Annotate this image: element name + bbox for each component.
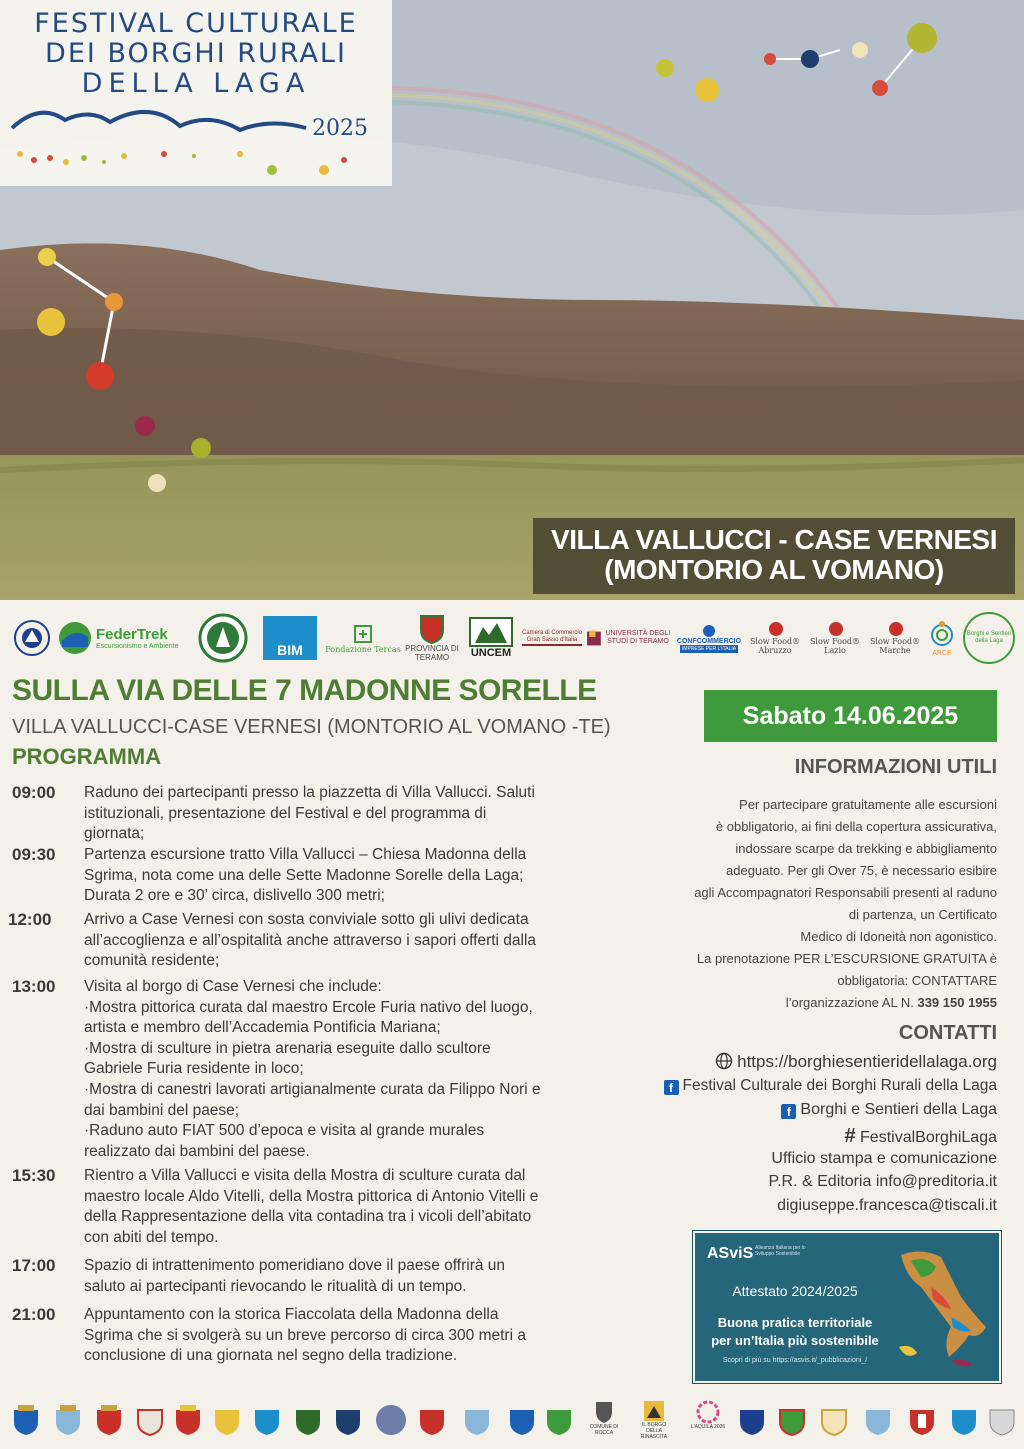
logo-line-3: DELLA LAGA [81, 68, 311, 99]
slowfood-abruzzo-name: Slow Food® Abruzzo [749, 637, 801, 655]
aquila-2026-logo: L'AQUILA 2026 [688, 1400, 728, 1440]
sponsor-logos-row [0, 608, 1024, 668]
schedule-description: Spazio di intrattenimento pomeridiano dove il paese offrirà un saluto ai partecipanti rievocando le ritualità di un tempo. [84, 1257, 506, 1295]
schedule-description: Rientro a Villa Vallucci e visita della Mostra di sculture curata dal maestro locale Aldo Vitelli, della Mostra pittorica di Antonio Vitelli e della Rappresentazione della vita contadina tra i vicoli dell’abitato con abiti del tempo. [84, 1167, 539, 1246]
comune-rocca-logo: COMUNE DI ROCCA [584, 1400, 624, 1440]
schedule-description: Partenza escursione tratto Villa Vallucci – Chiesa Madonna della Sgrima, nota come una delle Sette Madonne Sorelle della Laga; Durata 2 ore e 30’ circa, dislivello 300 metri; [84, 846, 527, 905]
schedule-time: 09:30 [12, 845, 56, 864]
event-subtitle: VILLA VALLUCCI-CASE VERNESI (MONTORIO AL VOMANO -TE) [12, 716, 611, 738]
schedule-time: 15:30 [12, 1166, 56, 1185]
crest-icon [463, 1404, 491, 1436]
schedule-time: 21:00 [12, 1305, 56, 1324]
snail-icon [886, 621, 904, 637]
facebook-icon: f [664, 1080, 679, 1095]
festival-logo [0, 0, 392, 186]
facebook-link-borghi[interactable]: f Borghi e Sentieri della Laga [617, 1101, 997, 1119]
logo-line-2: DEI BORGHI RURALI [45, 38, 347, 69]
rinascita-icon [643, 1400, 665, 1422]
crest-icon [253, 1404, 281, 1436]
uncem-logo [464, 614, 518, 662]
logo-line-1: FESTIVAL CULTURALE [34, 8, 358, 39]
italy-map-icon [891, 1247, 991, 1371]
crest-icon [594, 1400, 614, 1424]
crest-icon [418, 1404, 446, 1436]
federtrek-logo [58, 614, 190, 662]
borghi-name: Borghi e Sentieri della Laga [963, 612, 1015, 664]
camera-commercio-logo [522, 614, 582, 662]
location-line-1: VILLA VALLUCCI - CASE VERNESI [551, 524, 997, 555]
schedule-description: Visita al borgo di Case Vernesi che include: ·Mostra pittorica curata dal maestro Ercole Furia nativo del luogo, artista e membro dell’Accademia Pontificia Mariana; ·Mostra di sculture in pietra arenaria eseguite dallo scultore Gabriele Furia residente in loco; ·Mostra di canestri lavorati artigianalmente curata da Filippo Nori e dai bambini del paese; ·Raduno auto FIAT 500 d’epoca e visita al grande murales realizzato dai bambini del paese. [84, 978, 541, 1160]
schedule-time: 13:00 [12, 977, 56, 996]
event-date-badge: Sabato 14.06.2025 [704, 690, 997, 742]
municipality-crests-row [0, 1398, 1024, 1444]
crest-icon [545, 1404, 573, 1436]
provincia-teramo-logo [404, 614, 460, 662]
crest-icon [908, 1404, 936, 1436]
confcommercio-icon [701, 624, 717, 638]
schedule-description: Raduno dei partecipanti presso la piazzetta di Villa Vallucci. Saluti istituzionali, presentazione del Festival e del programma di giornata; [84, 784, 535, 843]
crest-icon [95, 1404, 123, 1436]
event-title: SULLA VIA DELLE 7 MADONNE SORELLE [12, 674, 597, 707]
provincia-name: PROVINCIA DI TERAMO [405, 644, 459, 662]
universita-icon [586, 622, 602, 654]
crest-icon [294, 1404, 322, 1436]
camera-name: Camera di Commercio Gran Sasso d'Italia [522, 630, 582, 646]
contact-email[interactable]: digiuseppe.francesca@tiscali.it [777, 1197, 997, 1214]
asvis-line-2: per un’Italia più sostenibile [711, 1333, 879, 1348]
crest-icon [12, 1404, 40, 1436]
crest-icon [778, 1404, 806, 1436]
location-line-2: (MONTORIO AL VOMANO) [604, 554, 944, 585]
universita-name: UNIVERSITÀ DEGLI STUDI DI TERAMO [605, 630, 671, 645]
tercas-icon [352, 623, 374, 645]
constellation-top-icon [640, 10, 940, 110]
schedule-time: 17:00 [12, 1256, 56, 1275]
crest-icon [374, 1404, 408, 1436]
crest-icon [950, 1404, 978, 1436]
crest-icon [213, 1404, 241, 1436]
hashtag-link[interactable]: # FestivalBorghiLaga [844, 1125, 997, 1147]
fondazione-tercas-logo [324, 614, 402, 662]
crest-icon [54, 1404, 82, 1436]
info-text: Per partecipare gratuitamente alle escursioni è obbligatorio, ai fini della copertura assicurativa, indossare scarpe da trekking e abbigliamento adeguato. Per gli Over 75, è necessario esibire agli Accompagnatori Responsabili presenti al raduno di partenza, un Certificato Medico di Idoneità non agonistico. La prenotazione PER L’ESCURSIONE GRATUITA è obbligatoria: CONTATTARE l’organizzazione AL N. 339 150 1955 [694, 797, 997, 1010]
borgo-rinascita-logo: IL BORGO DELLA RINASCITA [636, 1400, 672, 1440]
crest-icon [508, 1404, 536, 1436]
asvis-line-1: Buona pratica territoriale [717, 1315, 873, 1330]
schedule-description: Arrivo a Case Vernesi con sosta conviviale sotto gli ulivi dedicata all’accoglienza e all’ospitalità anche attraverso i sapori offerti dalla comunità residente; [84, 911, 537, 970]
asvis-attestato: Attestato 2024/2025 [732, 1283, 858, 1299]
tercas-name: Fondazione Tercas [325, 644, 401, 654]
uncem-icon [469, 617, 513, 647]
crest-icon [864, 1404, 892, 1436]
schedule-description: Appuntamento con la storica Fiaccolata della Madonna della Sgrima che si svolgerà su un breve percorso di circa 300 metri a conclusione di una giornata nel segno della tradizione. [84, 1306, 526, 1365]
facebook-icon: f [781, 1104, 796, 1119]
programma-heading: PROGRAMMA [12, 744, 162, 769]
borghi-sentieri-logo [962, 614, 1016, 662]
website-link[interactable]: https://borghiesentieridellalaga.org [617, 1052, 997, 1072]
crest-icon [174, 1404, 202, 1436]
federtrek-name: FederTrek [96, 626, 168, 643]
schedule-time: 12:00 [8, 910, 52, 929]
slowfood-marche-name: Slow Food® Marche [869, 637, 921, 655]
aquila-icon [696, 1400, 720, 1424]
slowfood-lazio-name: Slow Food® Lazio [809, 637, 861, 655]
hashtag-icon: # [844, 1125, 856, 1147]
snail-icon [766, 621, 784, 637]
provincia-crest-icon [419, 614, 445, 644]
asvis-certificate [693, 1231, 1001, 1383]
crest-icon [334, 1404, 362, 1436]
federtrek-subtitle: Escursionismo e Ambiente [96, 643, 179, 650]
editoria-email[interactable]: P.R. & Editoria info@preditoria.it [768, 1173, 997, 1190]
ufficio-stampa: Ufficio stampa e comunicazione [771, 1150, 997, 1167]
phone-number: 339 150 1955 [917, 995, 997, 1010]
crest-icon [136, 1404, 164, 1436]
crest-icon [988, 1404, 1016, 1436]
arce-logo [926, 614, 958, 662]
slowfood-marche-logo [866, 614, 924, 662]
universita-teramo-logo [586, 614, 672, 662]
arce-icon [930, 620, 954, 650]
facebook-link-festival[interactable]: f Festival Culturale dei Borghi Rurali della Laga [617, 1077, 997, 1095]
uncem-name: UNCEM [470, 647, 512, 659]
slowfood-abruzzo-logo [746, 614, 804, 662]
parco-nazionale-logo-icon [196, 614, 250, 662]
asvis-brand-sub: Alleanza Italiana per lo Sviluppo Sostenibile [755, 1245, 806, 1257]
bim-name: BIM [263, 616, 317, 660]
confcommercio-sub: IMPRESE PER L'ITALIA [681, 645, 737, 652]
arce-name: ARCE [932, 649, 952, 657]
logo-year: 2025 [312, 116, 368, 141]
federtrek-icon [58, 621, 92, 655]
confcommercio-logo [676, 614, 742, 662]
snail-icon [826, 621, 844, 637]
dots-decoration-icon [14, 140, 374, 180]
hero-photo [0, 0, 1024, 600]
constellation-left-icon [20, 240, 220, 500]
crest-icon [820, 1404, 848, 1436]
crest-icon [738, 1404, 766, 1436]
info-heading: INFORMAZIONI UTILI [794, 756, 997, 778]
bim-logo [262, 614, 318, 662]
slowfood-lazio-logo [806, 614, 864, 662]
location-banner [533, 518, 1015, 594]
asvis-link[interactable]: Scopri di più su https://asvis.it/_pubblicazioni_/ [722, 1357, 868, 1364]
asvis-brand: ASviS [707, 1245, 754, 1262]
confcommercio-name: CONFCOMMERCIO [676, 637, 742, 645]
contacts-heading: CONTATTI [898, 1022, 997, 1044]
mountains-logo-icon [10, 98, 310, 142]
schedule-time: 09:00 [12, 783, 56, 802]
globe-icon [715, 1052, 733, 1070]
club-alpino-logo-icon [10, 614, 54, 662]
